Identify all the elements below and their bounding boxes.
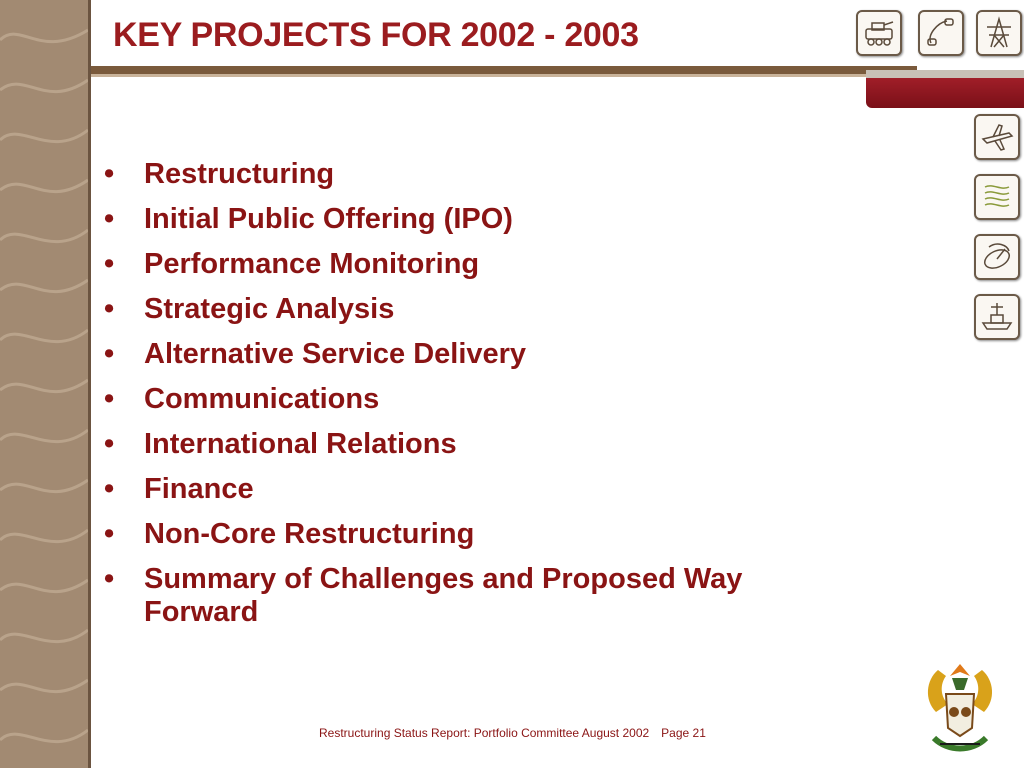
coat-of-arms-icon bbox=[918, 660, 1002, 760]
slide-footer bbox=[319, 726, 706, 740]
bullet-glyph: • bbox=[104, 338, 115, 370]
decorative-sidebar bbox=[0, 0, 88, 768]
landscape-icon bbox=[974, 174, 1020, 220]
list-item-text: Restructuring bbox=[144, 158, 335, 190]
bullet-glyph: • bbox=[104, 248, 115, 280]
bullet-glyph: • bbox=[104, 473, 115, 505]
list-item-text: Alternative Service Delivery bbox=[144, 338, 527, 370]
list-item bbox=[100, 563, 860, 629]
list-item bbox=[100, 428, 860, 461]
telephone-icon bbox=[918, 10, 964, 56]
bullet-glyph: • bbox=[104, 428, 115, 460]
list-item-text: Strategic Analysis bbox=[144, 293, 395, 325]
bullet-glyph: • bbox=[104, 158, 115, 190]
footer-text: Restructuring Status Report: Portfolio Committee August 2002 bbox=[319, 726, 650, 740]
bullet-glyph: • bbox=[104, 203, 115, 235]
list-item bbox=[100, 518, 860, 551]
list-item-text: Summary of Challenges and Proposed Way Forward bbox=[144, 563, 743, 628]
sidebar-edge bbox=[88, 0, 91, 768]
page-number: Page 21 bbox=[661, 726, 706, 740]
wave-pattern bbox=[0, 0, 88, 768]
satellite-dish-icon bbox=[974, 234, 1020, 280]
power-pylon-icon bbox=[976, 10, 1022, 56]
bullet-glyph: • bbox=[104, 293, 115, 325]
bullet-glyph: • bbox=[104, 518, 115, 550]
list-item bbox=[100, 473, 860, 506]
list-item bbox=[100, 248, 860, 281]
key-projects-list bbox=[100, 158, 860, 641]
bullet-glyph: • bbox=[104, 563, 115, 595]
list-item-text: International Relations bbox=[144, 428, 457, 460]
list-item-text: Initial Public Offering (IPO) bbox=[144, 203, 513, 235]
list-item bbox=[100, 383, 860, 416]
list-item-text: Performance Monitoring bbox=[144, 248, 480, 280]
list-item bbox=[100, 293, 860, 326]
title-underline bbox=[91, 66, 917, 74]
ship-icon bbox=[974, 294, 1020, 340]
list-item-text: Communications bbox=[144, 383, 380, 415]
list-item bbox=[100, 203, 860, 236]
list-item bbox=[100, 338, 860, 371]
title-underline-highlight bbox=[91, 74, 917, 77]
aircraft-icon bbox=[974, 114, 1020, 160]
list-item-text: Finance bbox=[144, 473, 254, 505]
list-item bbox=[100, 158, 860, 191]
military-vehicle-icon bbox=[856, 10, 902, 56]
slide-title: KEY PROJECTS FOR 2002 - 2003 bbox=[113, 16, 639, 54]
list-item-text: Non-Core Restructuring bbox=[144, 518, 475, 550]
accent-bar bbox=[866, 78, 1024, 108]
bullet-glyph: • bbox=[104, 383, 115, 415]
